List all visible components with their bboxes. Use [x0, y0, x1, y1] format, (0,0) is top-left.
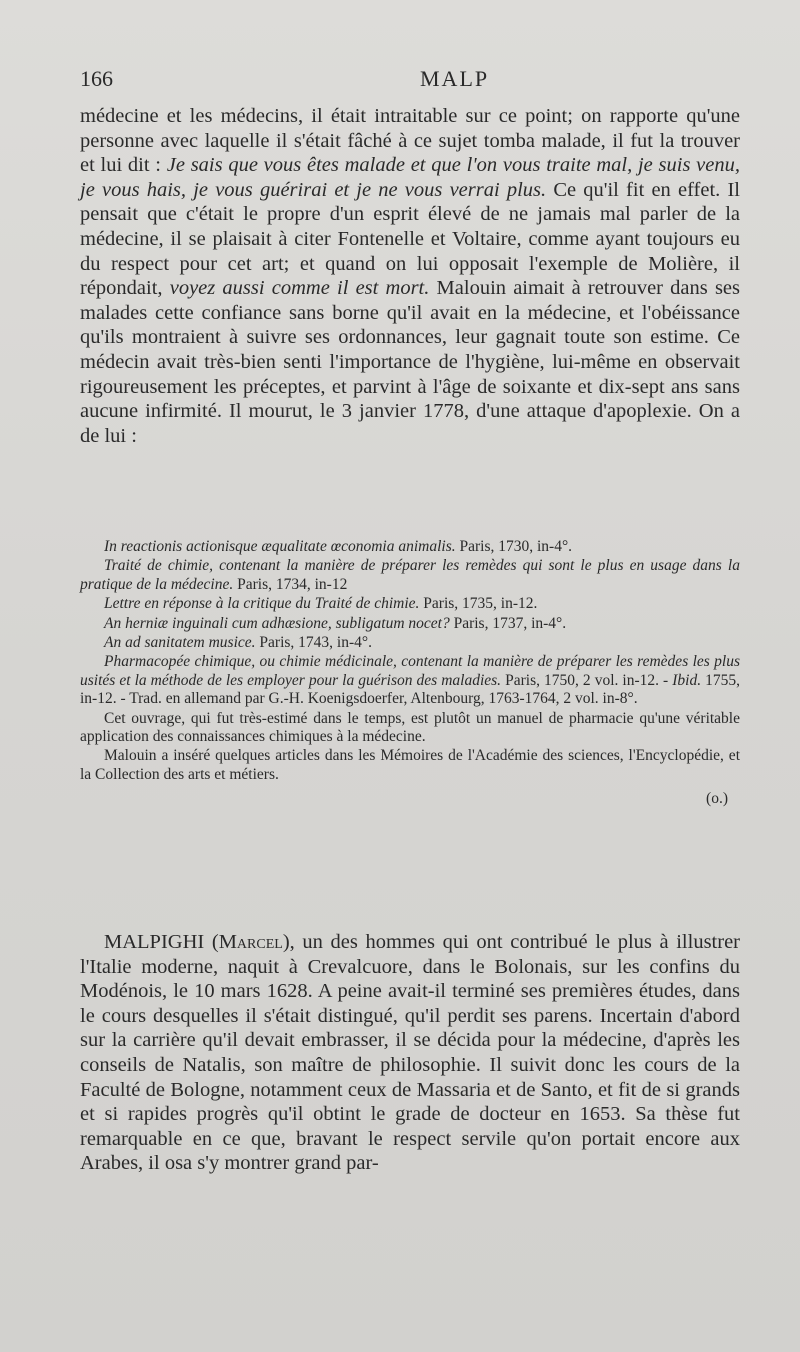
- bibliography-note: Cet ouvrage, qui fut très-estimé dans le temps, est plutôt un manuel de pharmacie qu'une véritable application des connaissances chimiques à la médecine.: [80, 709, 740, 746]
- paragraph-malouin-biography: [80, 104, 740, 448]
- bibliography-entry: [80, 653, 740, 708]
- bibliography-entry: [80, 595, 740, 613]
- bibliography-entry: [80, 557, 740, 594]
- quotation-italic: voyez aussi comme il est mort.: [169, 277, 430, 300]
- paragraph-text: (: [204, 931, 219, 953]
- work-title: Lettre en réponse à la critique du Traité de chimie.: [104, 595, 420, 613]
- bibliography-entry: [80, 538, 740, 556]
- bibliography-note: Malouin a inséré quelques articles dans les Mémoires de l'Académie des sciences, l'Encyclopédie, et la Collection des arts et métiers.: [80, 747, 740, 783]
- entry-firstname: Marcel: [218, 931, 283, 953]
- publication-details: Paris, 1734, in-12: [233, 575, 348, 593]
- bibliography-entry: [80, 634, 740, 652]
- paragraph-text: , un des hommes qui ont contribué le plus à illustrer l'Italie moderne, naquit à Crevalcuore, dans le Bolonais, sur les confins du Modénois, le 10 mars 1628. A peine avait-il terminé ses premières études, dans le cours desquelles il s'était distingué, qu'il perdit ses parens. Incertain d'abord sur la carrière qu'il devait embrasser, il se décida pour la médecine, d'après les conseils de Natalis, son maître de philosophie. Il suivit donc les cours de la Faculté de Bologne, notamment ceux de Massaria et de Santo, et fit de si grands et si rapides progrès qu'il obtint le grade de docteur en 1653. Sa thèse fut remarquable en ce que, bravant le respect servile qu'on portait encore aux Arabes, il osa s'y montrer grand par-: [80, 931, 741, 1175]
- entry-headword: MALPIGHI: [104, 931, 205, 953]
- running-head: MALP: [420, 66, 490, 91]
- paragraph-text: ): [282, 931, 290, 953]
- work-title: An ad sanitatem musice.: [104, 634, 256, 652]
- work-title: Pharmacopée chimique, ou chimie médicinale, contenant la manière de préparer les remèdes les plus usités et la méthode de les employer pour la guérison des maladies.: [80, 653, 740, 689]
- publication-details: 1755, in-12. - Trad. en allemand par G.-H. Koenigsdoerfer, Altenbourg, 1763-1764, 2 vol. in-8°.: [80, 671, 741, 708]
- page-header: [80, 66, 740, 98]
- work-title: Ibid.: [672, 671, 702, 689]
- page-number: 166: [80, 66, 113, 91]
- paragraph-text: Malouin aimait à retrouver dans ses malades cette confiance sans borne qu'il avait en la médecine, et l'obéissance qu'ils montraient à suivre ses ordonnances, leur gagnait toute son estime. Ce médecin avait très-bien senti l'importance de l'hygiène, lui-même en observait rigoureusement les préceptes, et parvint à l'âge de soixante et dix-sept ans sans aucune infirmité. Il mourut, le 3 janvier 1778, d'une attaque d'apoplexie. On a de lui :: [80, 277, 740, 447]
- work-title: Traité de chimie, contenant la manière de préparer les remèdes qui sont le plus en usage dans la pratique de la médecine.: [80, 557, 740, 593]
- author-signature: (o.): [706, 790, 728, 808]
- publication-details: Paris, 1743, in-4°.: [255, 634, 372, 652]
- quotation-italic: Je sais que vous êtes malade et que l'on vous traite mal, je suis venu, je vous hais, je vous guérirai et je ne vous verrai plus.: [80, 154, 740, 201]
- work-title: In reactionis actionisque æqualitate œconomia animalis.: [104, 538, 456, 555]
- paragraph-malpighi-entry: [80, 930, 740, 1176]
- paragraph-text: médecine et les médecins, il était intraitable sur ce point; on rapporte qu'une personne avec laquelle il s'était fâché à ce sujet tomba malade, il fut la trouver et lui dit :: [80, 105, 740, 177]
- bibliography-entry: [80, 615, 740, 633]
- bibliography-list: [80, 538, 740, 809]
- publication-details: Paris, 1737, in-4°.: [449, 614, 567, 632]
- paragraph-text: Ce qu'il fit en effet. Il pensait que c'était le propre d'un esprit élevé de ne jamais mal parler de la médecine, il se plaisait à citer Fontenelle et Voltaire, comme ayant toujours eu du respect pour cet art; et quand on lui opposait l'exemple de Molière, il répondait,: [80, 178, 740, 300]
- publication-details: Paris, 1750, 2 vol. in-12. -: [501, 671, 673, 689]
- work-title: An herniæ inguinali cum adhæsione, subligatum nocet?: [104, 614, 450, 632]
- publication-details: Paris, 1735, in-12.: [419, 595, 538, 613]
- publication-details: Paris, 1730, in-4°.: [455, 538, 573, 555]
